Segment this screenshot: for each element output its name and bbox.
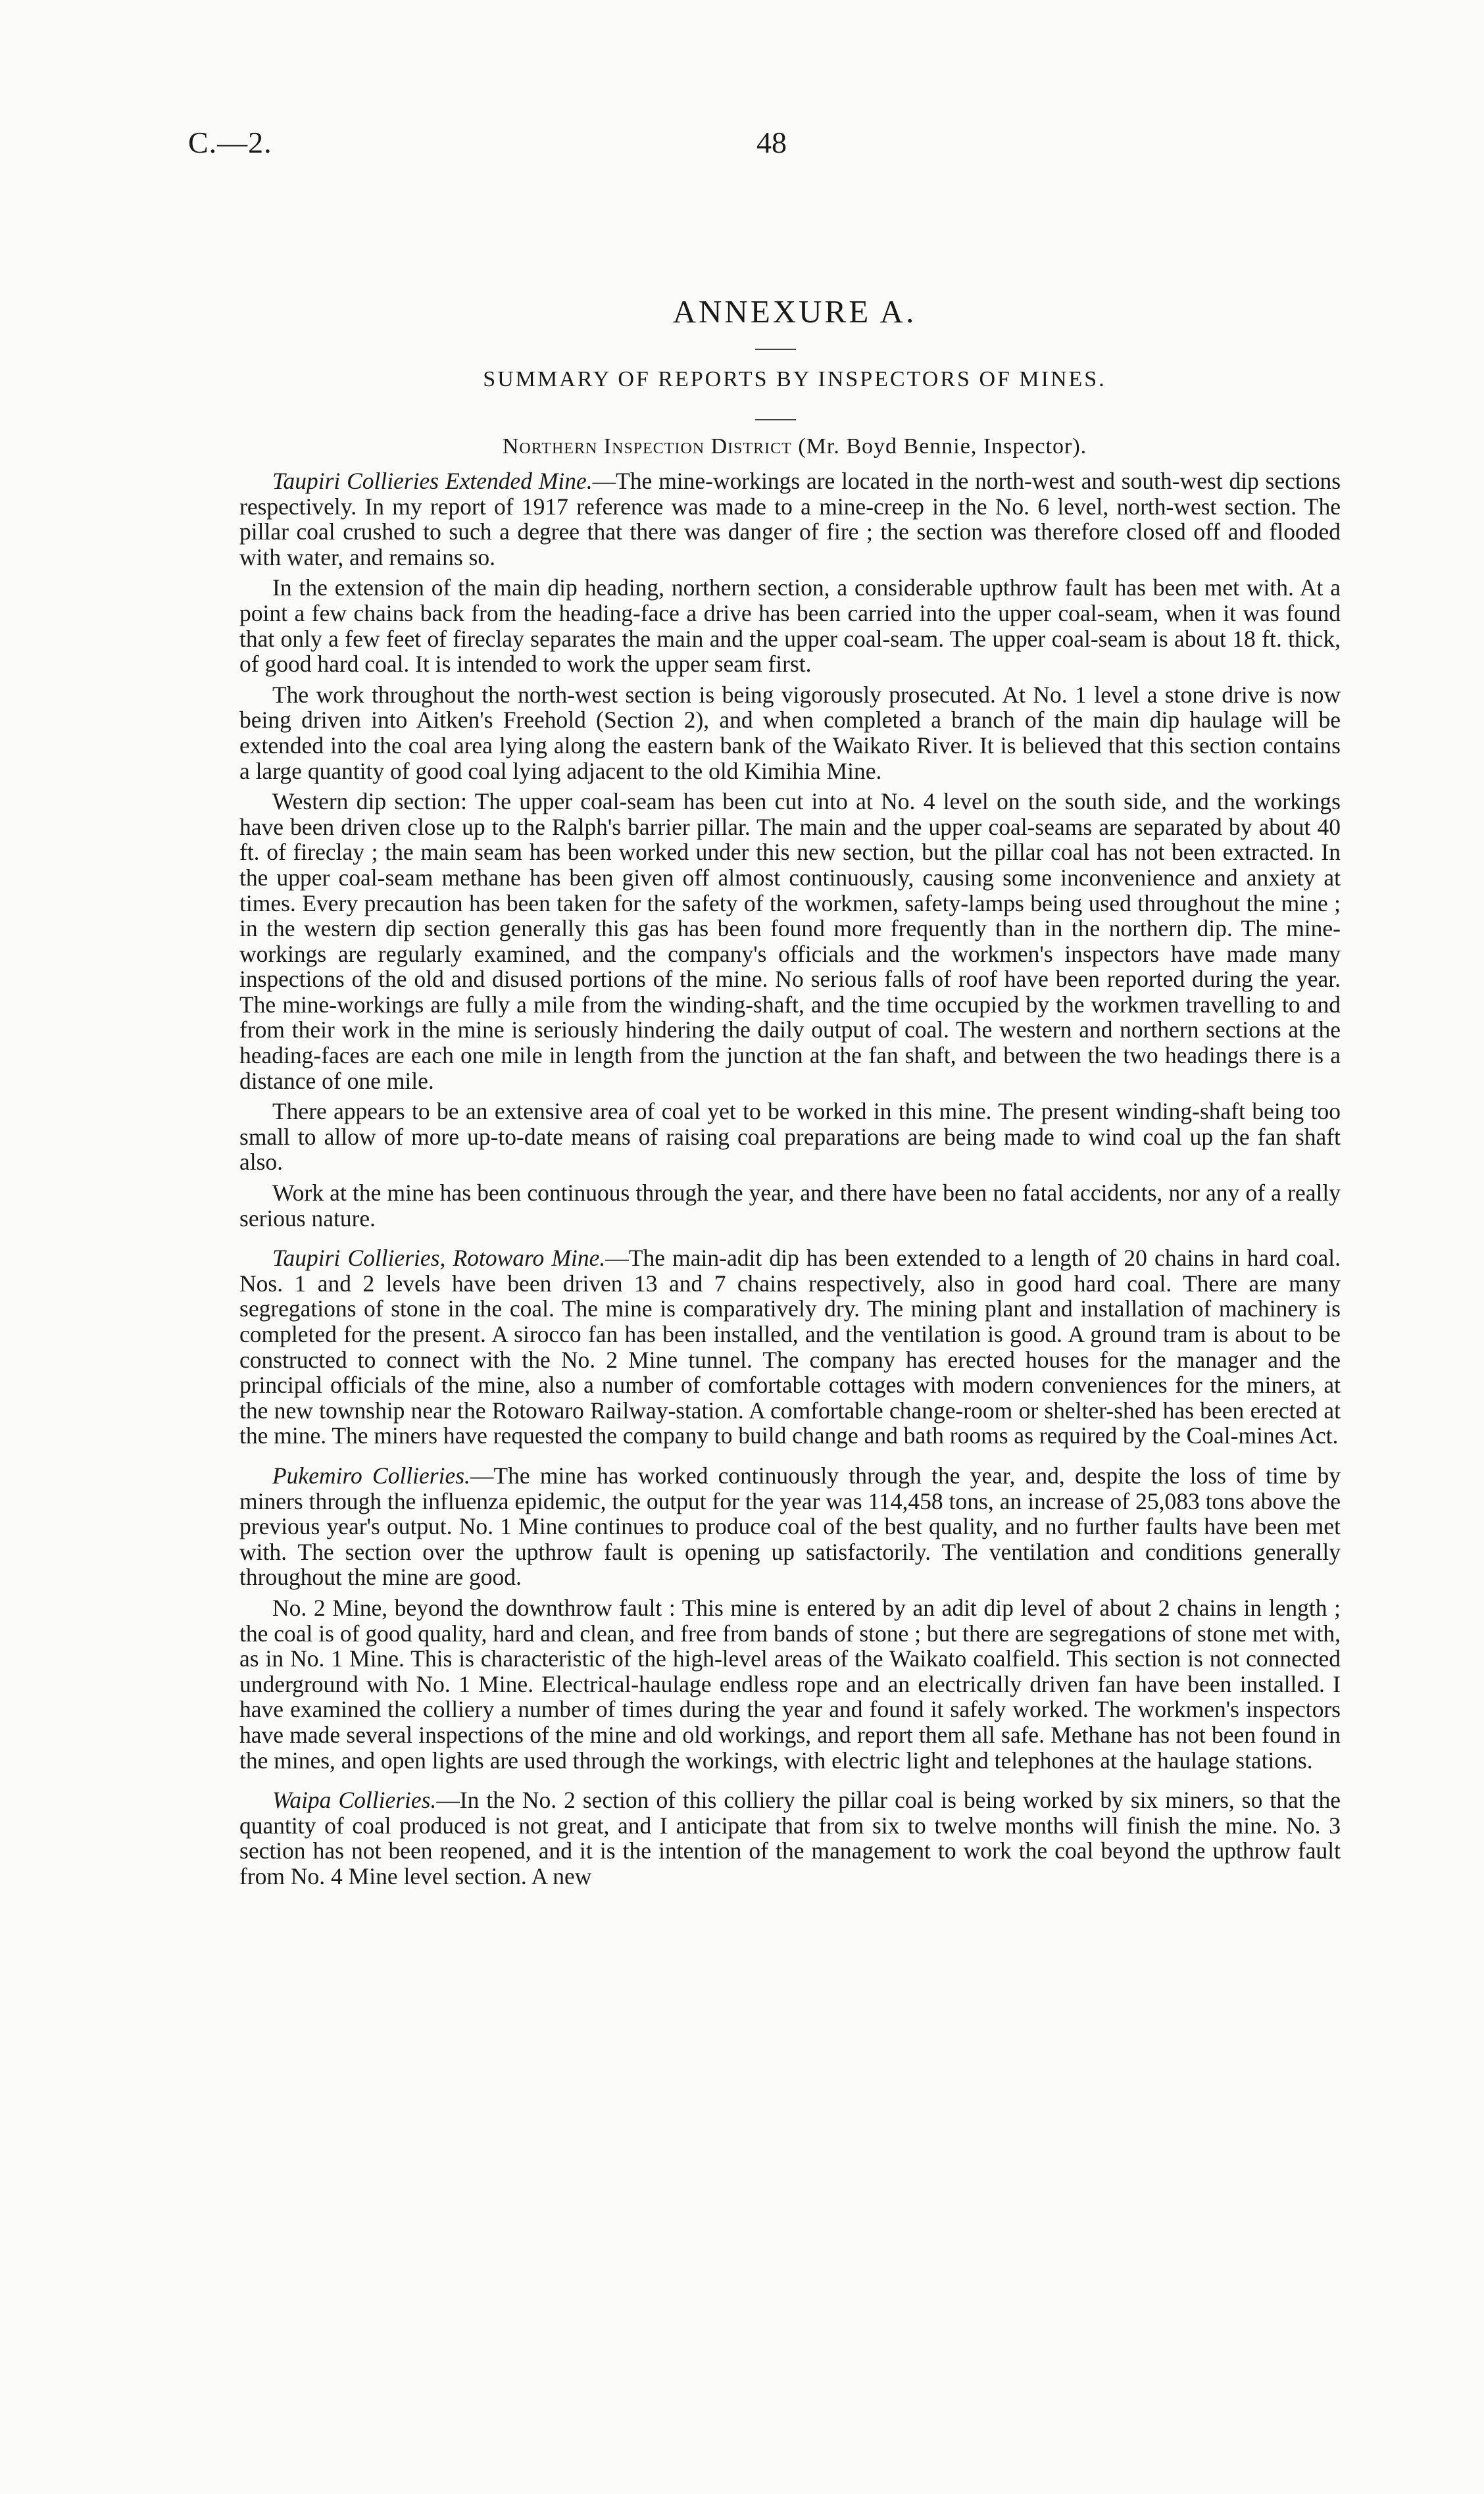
paragraph-text: Work at the mine has been continuous through the year, and there have been no fatal accidents, nor any of a really serious nature. xyxy=(239,1180,1341,1232)
paragraph xyxy=(239,682,1341,784)
district-inspector: (Mr. Boyd Bennie, Inspector). xyxy=(798,434,1087,459)
paragraph xyxy=(239,1787,1341,1889)
report-body xyxy=(239,468,1341,1894)
paragraph xyxy=(239,1099,1341,1175)
paragraph-text: The work throughout the north-west section is being vigorously prosecuted. At No. 1 level a stone drive is now being driven into Aitken's Freehold (Section 2), and when completed a branch of the main dip haulage will be extended into the coal area lying along the eastern bank of the Waikato River. It is believed that this section contains a large quantity of good coal lying adjacent to the old Kimihia Mine. xyxy=(239,681,1341,784)
paragraph-text: There appears to be an extensive area of coal yet to be worked in this mine. The present winding-shaft being too small to allow of more up-to-date means of raising coal preparations are being made to wind coal up the fan shaft also. xyxy=(239,1098,1341,1176)
page-number: 48 xyxy=(756,126,787,159)
paragraph-text: —In the No. 2 section of this colliery the pillar coal is being worked by six miners, so that the quantity of coal produced is not great, and I anticipate that from six to twelve months will finish the mine. No. 3 section has not been reopened, and it is the intention of the management to work the coal beyond the upthrow fault from No. 4 Mine level section. A new xyxy=(239,1787,1341,1889)
district-heading xyxy=(0,434,1484,459)
paragraph xyxy=(239,468,1341,570)
annex-title: ANNEXURE A. xyxy=(672,293,917,330)
divider-rule xyxy=(755,349,796,350)
paragraph-text: In the extension of the main dip heading, northern section, a considerable upthrow fault has been met with. At a point a few chains back from the heading-face a drive has been carried into the upper coal-seam, when it was found that only a few feet of fireclay separates the main and the upper coal-seam. The upper coal-seam is about 18 ft. thick, of good hard coal. It is intended to work the upper seam first. xyxy=(239,574,1341,678)
paragraph-text: —The mine-workings are located in the north-west and south-west dip sections respectively. In my report of 1917 reference was made to a mine-creep in the No. 6 level, north-west section. The pillar coal crushed to such a degree that there was danger of fire ; the section was therefore closed off and flooded with water, and remains so. xyxy=(239,468,1341,570)
district-name: Northern Inspection District xyxy=(502,434,792,459)
divider-rule xyxy=(755,419,796,420)
page-reference: C.—2. xyxy=(188,126,272,159)
paragraph-text: —The main-adit dip has been extended to a length of 20 chains in hard coal. Nos. 1 and 2 levels have been driven 13 and 7 chains respectively, also in good hard coal. There are many segregations of stone in the coal. The mine is comparatively dry. The mining plant and installation of machinery is completed for the present. A sirocco fan has been installed, and the ventilation is good. A ground tram is about to be constructed to connect with the No. 2 Mine tunnel. The company has erected houses for the manager and the principal officials of the mine, also a number of comfortable cottages with modern conveniences for the miners, at the new township near the Rotowaro Railway-station. A comfortable change-room or shelter-shed has been erected at the mine. The miners have requested the company to build change and bath rooms as required by the Coal-mines Act. xyxy=(239,1245,1341,1449)
paragraph-lead: Pukemiro Collieries. xyxy=(272,1462,470,1489)
paragraph xyxy=(239,1180,1341,1231)
paragraph xyxy=(239,1463,1341,1590)
paragraph xyxy=(239,789,1341,1093)
paragraph-lead: Waipa Collieries. xyxy=(272,1787,437,1814)
paragraph-lead: Taupiri Collieries, Rotowaro Mine. xyxy=(272,1245,606,1272)
paragraph-text: —The mine has worked continuously through the year, and, despite the loss of time by miners through the influenza epidemic, the output for the year was 114,458 tons, an increase of 25,083 tons above the previous year's output. No. 1 Mine continues to produce coal of the best quality, and no further faults have been met with. The section over the upthrow fault is opening up satisfactorily. The ventilation and conditions generally throughout the mine are good. xyxy=(239,1462,1341,1591)
paragraph-text: Western dip section: The upper coal-seam has been cut into at No. 4 level on the south side, and the workings have been driven close up to the Ralph's barrier pillar. The main and the upper coal-seams are separated by about 40 ft. of fireclay ; the main seam has been worked under this new section, but the pillar coal has not been extracted. In the upper coal-seam methane has been given off almost continuously, causing some inconvenience and anxiety at times. Every precaution has been taken for the safety of the workmen, safety-lamps being used throughout the mine ; in the western dip section generally this gas has been found more frequently than in the northern dip. The mine-workings are regularly examined, and the company's officials and the workmen's inspectors have made many inspections of the old and disused portions of the mine. No serious falls of roof have been reported during the year. The mine-workings are fully a mile from the winding-shaft, and the time occupied by the workmen travelling to and from their work in the mine is seriously hindering the daily output of coal. The western and northern sections at the heading-faces are each one mile in length from the junction at the fan shaft, and between the two headings there is a distance of one mile. xyxy=(239,788,1341,1094)
paragraph xyxy=(239,1245,1341,1449)
paragraph xyxy=(239,1595,1341,1773)
paragraph-lead: Taupiri Collieries Extended Mine. xyxy=(272,468,593,494)
paragraph-text: No. 2 Mine, beyond the downthrow fault : This mine is entered by an adit dip level of about 2 chains in length ; the coal is of good quality, hard and clean, and free from bands of stone ; but there are segregations of stone met with, as in No. 1 Mine. This is characteristic of the high-level areas of the Waikato coalfield. This section is not connected underground with No. 1 Mine. Electrical-haulage endless rope and an electrically driven fan have been installed. I have examined the colliery a number of times during the year and found it safely worked. The workmen's inspectors have made several inspections of the mine and old workings, and report them all safe. Methane has not been found in the mines, and open lights are used through the workings, with electric light and telephones at the haulage stations. xyxy=(239,1594,1341,1774)
summary-title: SUMMARY OF REPORTS BY INSPECTORS OF MINES. xyxy=(483,367,1106,391)
paragraph xyxy=(239,575,1341,676)
